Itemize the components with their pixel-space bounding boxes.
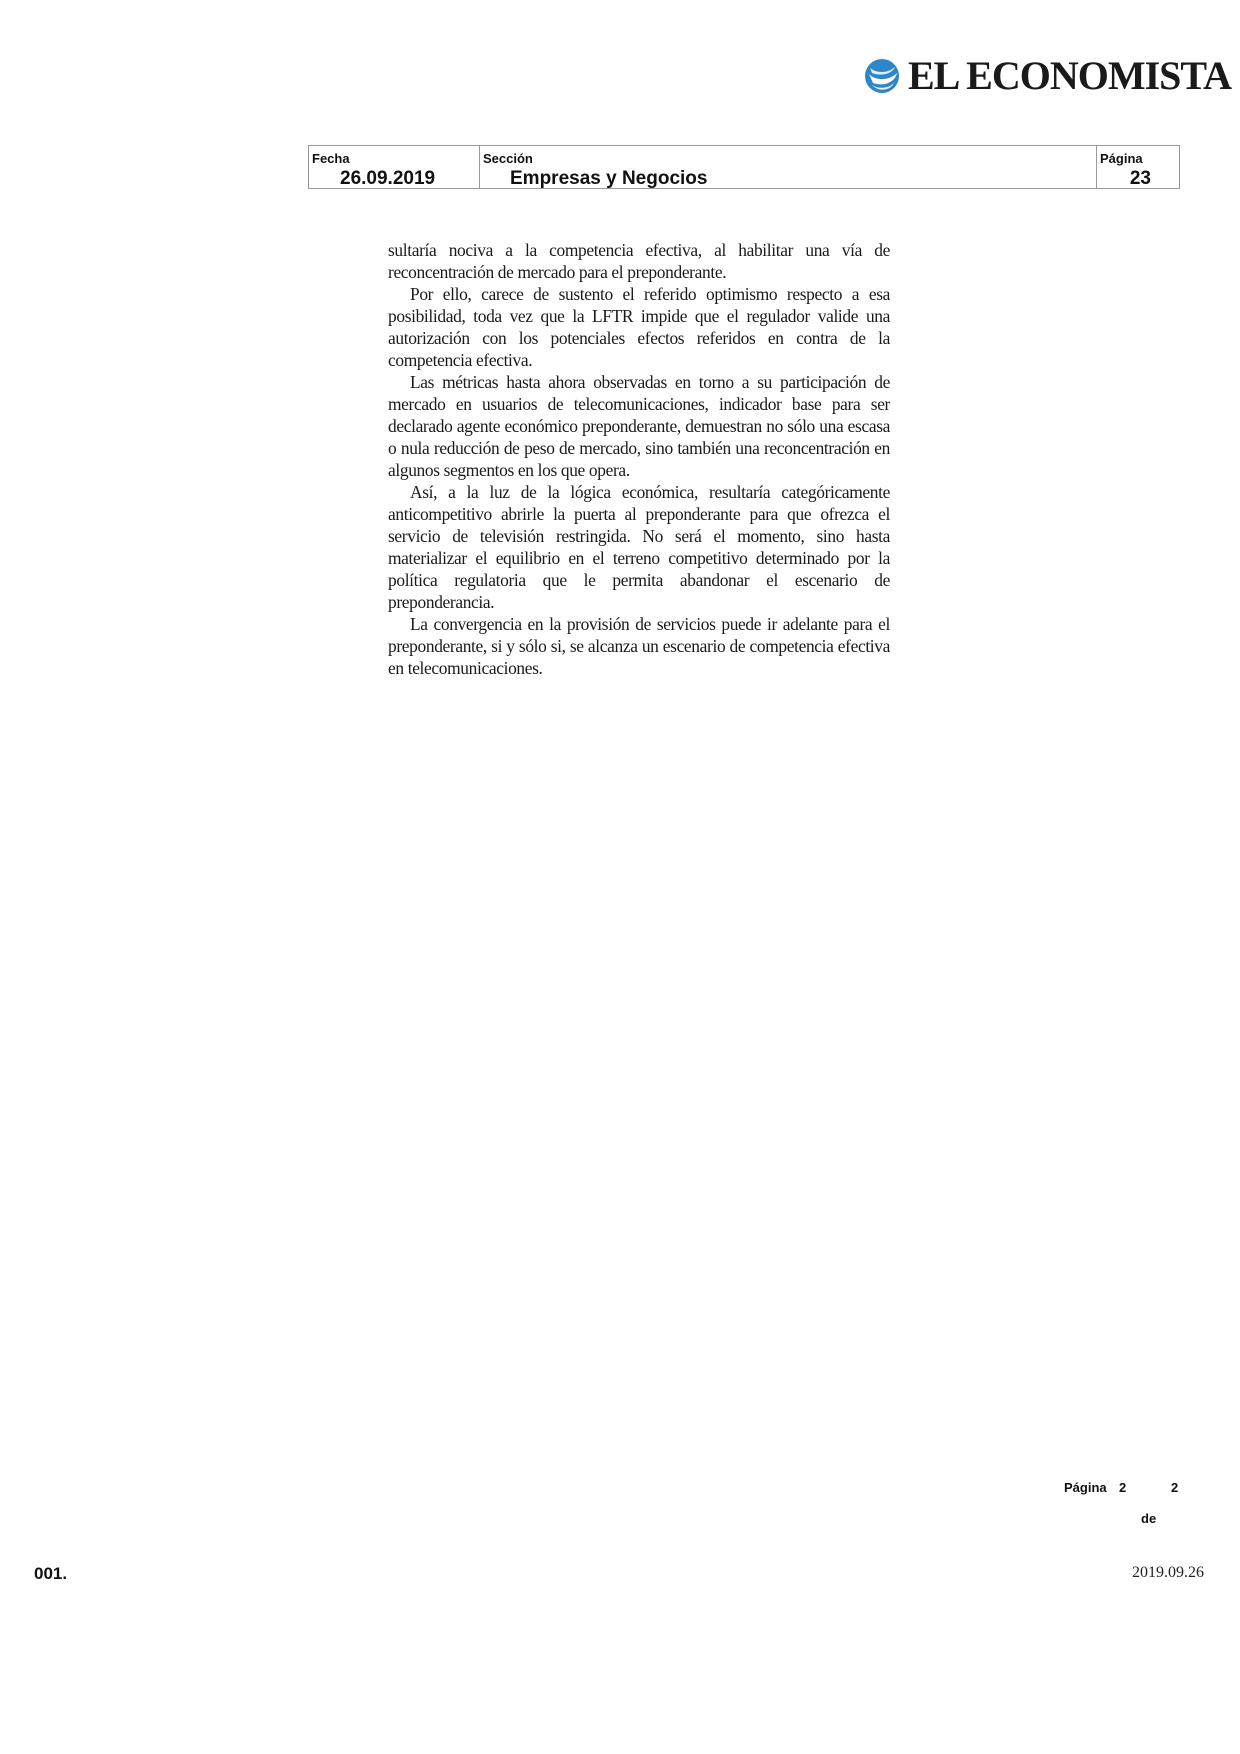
article-paragraph: Por ello, carece de sustento el referido optimismo respecto a esa posibilidad, toda vez que la LFTR impide que el regulador valide una autorización con los potenciales efectos referidos en contra de la competencia efectiva. — [388, 284, 890, 370]
footer-date: 2019.09.26 — [1132, 1564, 1204, 1581]
page-counter-de: de — [1141, 1511, 1157, 1526]
article-paragraph: Así, a la luz de la lógica económica, resultaría categóricamente anticompetitivo abrirle la puerta al preponderante para que ofrezca el servicio de televisión restringida. No será el momento, sino hasta materializar el equilibrio en el terreno competitivo determinado por la política regulatoria que le permita abandonar el escenario de preponderancia. — [388, 482, 890, 612]
globe-swirl-icon — [864, 58, 900, 94]
page-counter — [1064, 1480, 1184, 1530]
page-counter-label: Página — [1064, 1480, 1107, 1495]
pagina-value: 23 — [1129, 168, 1151, 189]
seccion-cell — [479, 146, 1096, 188]
seccion-value: Empresas y Negocios — [510, 168, 708, 189]
logo-text: EL ECONOMISTA — [908, 53, 1231, 98]
seccion-label: Sección — [483, 151, 533, 166]
fecha-label: Fecha — [312, 151, 350, 166]
fecha-cell — [309, 146, 479, 188]
article-paragraph: La convergencia en la provisión de servicios puede ir adelante para el preponderante, si y sólo si, se alcanza un escenario de competencia efectiva en telecomunicaciones. — [388, 614, 890, 678]
article-paragraph: Las métricas hasta ahora observadas en torno a su participación de mercado en usuarios de telecomunicaciones, indicador base para ser declarado agente económico preponderante, demuestran no sólo una escasa o nula reducción de peso de mercado, sino también una reconcentración en algunos segmentos en los que opera. — [388, 372, 890, 480]
pagina-label: Página — [1100, 151, 1143, 166]
pagina-cell — [1096, 146, 1179, 188]
page-counter-total: 2 — [1171, 1480, 1179, 1495]
page-counter-current: 2 — [1119, 1480, 1127, 1495]
article-metadata-table — [308, 145, 1180, 189]
article-paragraph: sultaría nociva a la competencia efectiva, al habilitar una vía de reconcentración de mercado para el preponderante. — [388, 240, 890, 282]
article-body — [388, 239, 890, 679]
footer-code: 001. — [34, 1564, 68, 1583]
fecha-value: 26.09.2019 — [340, 168, 436, 189]
masthead-logo — [864, 54, 1231, 98]
